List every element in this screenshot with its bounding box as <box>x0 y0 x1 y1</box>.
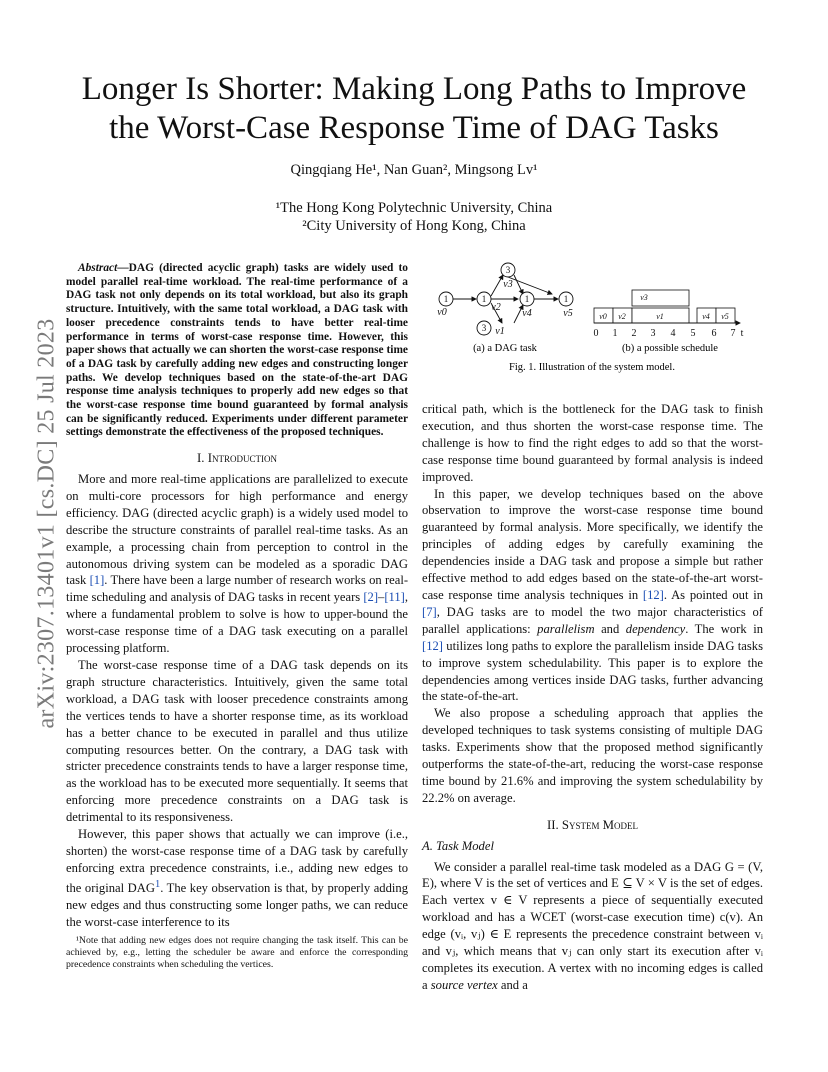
node-v3-wcet: 3 <box>505 265 511 275</box>
caption-b: (b) a possible schedule <box>622 343 718 354</box>
abstract-label: Abstract <box>78 262 118 274</box>
citation-1[interactable]: [1] <box>89 573 105 588</box>
node-v1-label: v1 <box>495 326 505 337</box>
title-line-2: the Worst-Case Response Time of DAG Tasks <box>109 110 719 146</box>
schedule-chart <box>594 290 744 339</box>
right-paragraph-4: We consider a parallel real-time task modeled as a DAG G = (V, E), where V is the set of vertices and E ⊆ V × V is the set of edges. Each vertex v ∈ V represents a piece of sequentially executed workload and has a WCET (worst-case execution time) c(v). An edge (vᵢ, vⱼ) ∈ E represents the precedence constraint between vᵢ and vⱼ, which means that vⱼ can only start its execution after vᵢ completes its execution. A vertex with no incoming edges is called a source vertex and a <box>422 859 763 992</box>
block-v1-label: v1 <box>656 312 664 321</box>
node-v1-wcet: 3 <box>481 323 487 333</box>
left-column <box>66 262 408 931</box>
citation-12b[interactable]: [12] <box>422 638 443 653</box>
tick-5: 5 <box>690 328 696 339</box>
citation-12[interactable]: [12] <box>642 587 664 602</box>
caption-a: (a) a DAG task <box>473 343 537 354</box>
node-v2-label: v2 <box>491 302 501 313</box>
tick-1: 1 <box>612 328 618 339</box>
tick-7: 7 <box>730 328 736 339</box>
footnote: ¹Note that adding new edges does not require changing the task itself. This can be achieved by, e.g., letting the scheduler be aware and enforce the corresponding precedence constraints when scheduling the vertices. <box>66 935 408 970</box>
right-paragraph-2: In this paper, we develop techniques based on the above observation to improve the worst-case response time bound guaranteed by formal analysis. More specifically, we identify the principles of adding edges by carefully examining the dependencies inside a DAG task and propose a simple but rather effective method to add edges based on the state-of-the-art worst-case response time analysis techniques in [12]. As pointed out in [7], DAG tasks are to model the two major characteristics of parallel applications: parallelism and dependency. The work in [12] utilizes long paths to explore the parallelism inside DAG tasks to improve system schedulability. This paper is to explore the dependencies among vertices inside DAG tasks, further advancing the state-of-the-art. <box>422 486 764 704</box>
node-v0-label: v0 <box>437 307 447 318</box>
intro-paragraph-3: However, this paper shows that actually we can improve (i.e., shorten) the worst-case response time of a DAG task by carefully enforcing extra precedence constraints, i.e., adding new edges to the original DAG$^1$. The key observation is that, by properly adding new edges and thus constructing some longer paths, we can reduce the worst-case interference to its <box>66 827 408 929</box>
citation-11[interactable]: [11] <box>384 590 405 605</box>
intro-paragraph-2: The worst-case response time of a DAG task depends on its graph structure characteristics. Intuitively, given the same total workload, a DAG task with looser precedence constraints among the vertices tends to have a shorter response time, as its workload has a better chance to be executed in parallel and thus utilize computing resources better. On the contrary, a DAG task with stricter precedence constraints tends to have a larger response time, as the workload has to be executed more sequentially. It seems that enforcing more precedence constraints on a DAG task is detrimental to its responsiveness. <box>66 658 408 825</box>
right-paragraph-1: critical path, which is the bottleneck for the DAG task to finish execution, and thus shorten the worst-case response time. The challenge is how to find the right edges to add so that the worst-case response time bound guaranteed by formal analysis is indeed improved. <box>422 402 763 484</box>
authors: Qingqiang He¹, Nan Guan², Mingsong Lv¹ <box>290 162 538 178</box>
intro-paragraph-1: More and more real-time applications are parallelized to execute on multi-core processors for high performance and energy efficiency. DAG (directed acyclic graph) is a widely used model to describe the structure constraints of parallel real-time tasks. As an example, a processing chain from perception to control in the autonomous driving system can be modeled as a sporadic DAG task [1]. There have been a large number of research works on real-time scheduling and analysis of DAG tasks in recent years [2]–[11], where a fundamental problem to solve is how to upper-bound the worst-case response time of a DAG task executing on a parallel processing platform. <box>66 472 409 656</box>
node-v2-wcet: 1 <box>481 294 487 304</box>
edge-v2-v3 <box>491 275 503 296</box>
block-v0-label: v0 <box>599 312 607 321</box>
tick-6: 6 <box>711 328 717 339</box>
node-v3-label: v3 <box>503 279 513 290</box>
affiliations <box>0 199 828 235</box>
block-v2-label: v2 <box>618 312 626 321</box>
figure-1 <box>420 260 765 375</box>
block-v5-label: v5 <box>721 312 729 321</box>
block-v3-label: v3 <box>640 293 648 302</box>
block-v4-label: v4 <box>702 312 710 321</box>
tick-2: 2 <box>631 328 637 339</box>
citation-7[interactable]: [7] <box>422 604 437 619</box>
edge-v3-v5 <box>508 277 552 294</box>
tick-0: 0 <box>593 328 599 339</box>
section-1-heading: I. Introduction <box>197 451 277 466</box>
node-v0-wcet: 1 <box>443 294 449 304</box>
node-v5-label: v5 <box>563 308 573 319</box>
footnote-mark[interactable]: 1 <box>154 878 161 890</box>
paper-title <box>40 70 788 148</box>
axis-label-t: t <box>740 328 744 339</box>
node-v4-label: v4 <box>522 308 532 319</box>
arxiv-stamp: arXiv:2307.13401v1 [cs.DC] 25 Jul 2023 <box>33 318 60 729</box>
tick-3: 3 <box>650 328 656 339</box>
affiliation-1: ¹The Hong Kong Polytechnic University, China <box>275 200 553 216</box>
affiliation-2: ²City University of Hong Kong, China <box>302 218 526 234</box>
title-line-1: Longer Is Shorter: Making Long Paths to Improve <box>81 71 747 107</box>
right-paragraph-3: We also propose a scheduling approach that applies the developed techniques to task systems consisting of multiple DAG tasks. Experiments show that the proposed method significantly outperforms the state-of-the-art, reducing the worst-case response time bound by 21.6% and improving the system schedulability by 22.2% on average. <box>422 706 763 805</box>
right-column <box>422 401 763 994</box>
citation-2[interactable]: [2] <box>363 590 379 605</box>
abstract <box>66 262 408 440</box>
figure-1-graphic <box>420 260 765 375</box>
figure-caption: Fig. 1. Illustration of the system model. <box>509 362 675 373</box>
node-v5-wcet: 1 <box>563 294 569 304</box>
section-2-heading: II. System Model <box>546 817 639 832</box>
node-v4-wcet: 1 <box>524 294 530 304</box>
tick-4: 4 <box>670 328 676 339</box>
subsection-a-heading: A. Task Model <box>422 838 494 853</box>
edge-v3-v4 <box>514 275 523 294</box>
abstract-text: —DAG (directed acyclic graph) tasks are widely used to model parallel real-time workload. The real-time performance of a DAG task not only depends on its total workload, but also its graph structure. Intuitively, with the same total workload, a DAG task with looser precedence constraints tends to have better real-time performance in terms of worst-case response time. However, this paper shows that actually we can shorten the worst-case response time of a DAG task by carefully adding new edges and constructing longer paths. We develop techniques based on the state-of-the-art DAG response time analysis techniques to properly add new edges so that the worst-case response time bound guaranteed by formal analysis can be significantly reduced. Experiments under different parameter settings demonstrate the effectiveness of the proposed techniques. <box>66 262 408 439</box>
